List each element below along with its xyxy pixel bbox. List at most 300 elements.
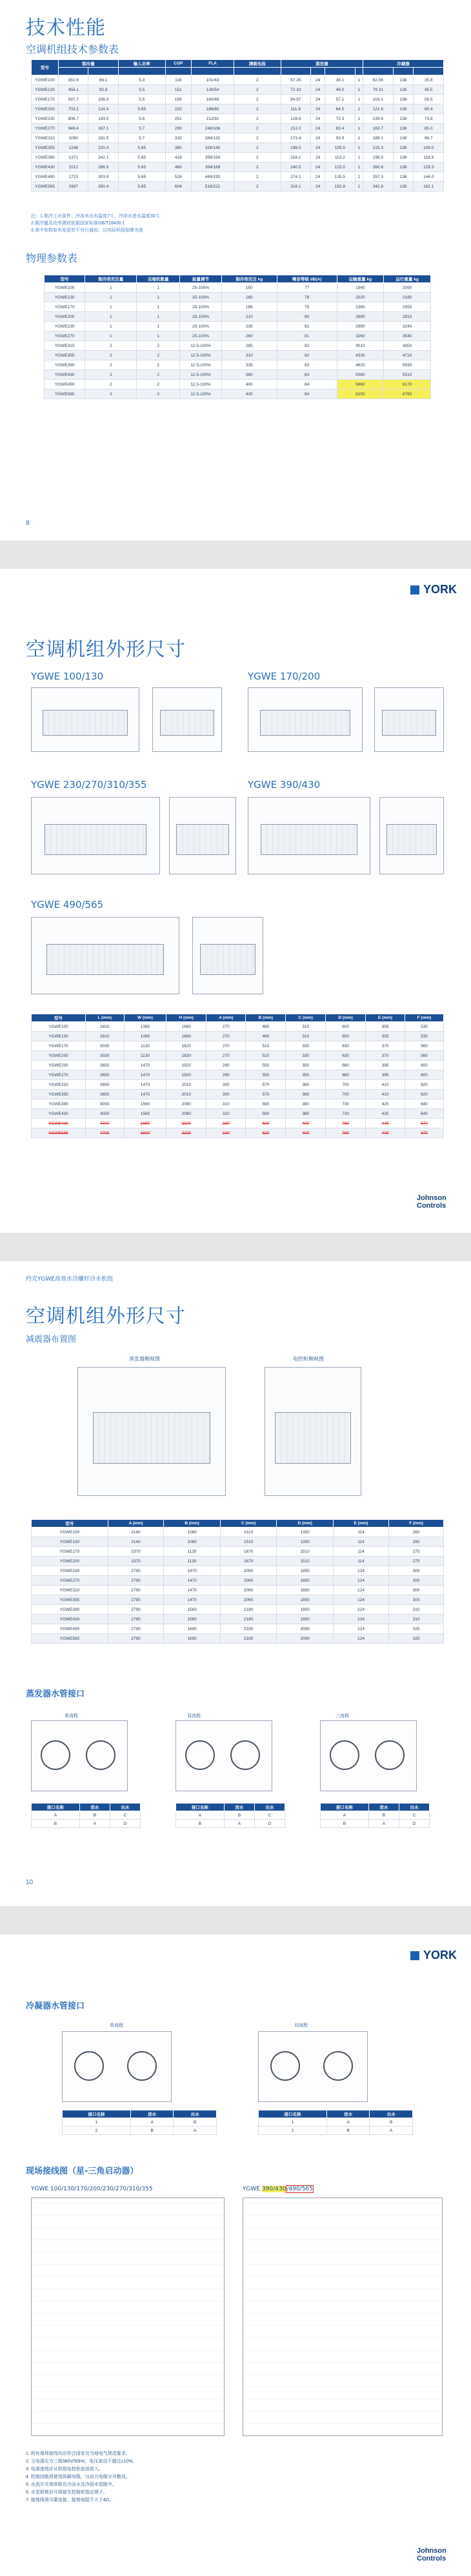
table-cell: 1850 — [277, 1595, 334, 1605]
table-cell: YGWE230 — [32, 114, 59, 124]
table-cell: 700 — [326, 1090, 366, 1099]
table-cell: 480 — [246, 1032, 286, 1041]
table-cell: 3540 — [384, 331, 431, 341]
table-cell: 185 — [221, 302, 277, 312]
table-cell: 1470 — [124, 1061, 166, 1070]
wiring-diagram — [31, 2197, 225, 2436]
table-row — [32, 1051, 444, 1061]
table-cell: 270 — [206, 1041, 246, 1051]
table-cell: 760 — [326, 1119, 366, 1128]
table-cell: 3650 — [85, 1061, 124, 1070]
table-cell: 310 — [206, 1099, 246, 1109]
table-cell: 1130 — [124, 1041, 166, 1051]
table-cell: 326/140 — [192, 143, 234, 153]
table-cell: 1 — [355, 162, 363, 172]
table-cell: 2 — [234, 85, 281, 95]
table-cell: 1 — [355, 133, 363, 143]
table-cell: 330 — [286, 1041, 326, 1051]
table-cell: YGWE270 — [32, 1576, 108, 1586]
table-cell: 2 — [137, 341, 180, 351]
table-cell: 24 — [311, 95, 325, 104]
york-logo: YORK — [410, 1949, 457, 1962]
table-cell: 2 — [85, 380, 137, 389]
unit-drawing — [31, 797, 160, 874]
table-cell: 114 — [333, 1557, 388, 1566]
table-cell: 1130 — [164, 1557, 221, 1566]
physical-table — [44, 275, 431, 399]
table-cell: 3240 — [384, 322, 431, 331]
table-cell: YGWE170 — [45, 302, 85, 312]
table-cell: 597.7 — [59, 95, 88, 104]
view-label: 蒸发器侧视图 — [129, 1356, 160, 1362]
table-cell: 118.9 — [414, 153, 444, 162]
model-label: YGWE 100/130 — [31, 671, 104, 682]
table-row — [32, 75, 444, 85]
table-cell: 113.2 — [325, 153, 355, 162]
table-cell: 590 — [246, 1099, 286, 1109]
table-row — [32, 1109, 444, 1119]
table-cell: 2080 — [166, 1099, 206, 1109]
table-cell: 332 — [165, 133, 192, 143]
table-cell: 24 — [311, 114, 325, 124]
table-cell: YGWE565 — [32, 1634, 108, 1644]
table-cell: YGWE355 — [32, 1595, 108, 1605]
table-cell: 1 — [137, 302, 180, 312]
table-cell: 400 — [286, 1128, 326, 1138]
table-cell: 191.5 — [88, 133, 118, 143]
model-label: YGWE 230/270/310/355 — [31, 779, 147, 791]
table-cell: 1850 — [277, 1576, 334, 1586]
table-cell: YGWE100 — [45, 283, 85, 293]
table-cell: 2810 — [85, 1022, 124, 1032]
table-cell: 285 — [221, 341, 277, 351]
table-cell: 355 — [366, 1032, 405, 1041]
table-cell: 1 — [355, 95, 363, 104]
table-cell: 2 — [85, 360, 137, 370]
table-cell: 1690 — [164, 1634, 221, 1644]
table-cell: 251 — [165, 114, 192, 124]
table-header-cell: F (mm) — [405, 1014, 443, 1022]
table-cell: 4050 — [85, 1109, 124, 1119]
table-cell: 1470 — [124, 1070, 166, 1080]
table-row — [32, 1547, 444, 1557]
table-cell: 1 — [137, 322, 180, 331]
table-cell: 1 — [355, 124, 363, 133]
table-cell: 2 — [85, 370, 137, 380]
table-cell: 24 — [311, 182, 325, 192]
table-cell: 1 — [85, 331, 137, 341]
table-row — [45, 351, 431, 360]
table-cell: 260 — [389, 1537, 444, 1547]
table-cell: 124 — [333, 1595, 388, 1605]
table-cell: YGWE200 — [45, 312, 85, 322]
table-row — [32, 1624, 444, 1634]
table-cell: 2 — [137, 389, 180, 399]
table-cell: 124 — [333, 1576, 388, 1586]
table-cell: 524 — [165, 172, 192, 182]
table-cell: 2 — [137, 351, 180, 360]
table-cell: YGWE490 — [32, 1119, 86, 1128]
table-cell: 1130 — [124, 1051, 166, 1061]
table-cell: 680 — [326, 1070, 366, 1080]
table-row — [45, 380, 431, 389]
pipe-label: 单流程 — [65, 1713, 78, 1718]
pipe-table: 接口名称 进水 出水 A B C B A D — [320, 1803, 430, 1828]
page-gap — [0, 1906, 471, 1934]
table-row — [32, 1041, 444, 1051]
table-cell: 2 — [137, 370, 180, 380]
table-cell: 5030 — [384, 360, 431, 370]
table-cell: 1 — [137, 331, 180, 341]
page-header: 约克YGWE高效水冷螺杆冷水机组 — [26, 1276, 114, 1283]
table-header-cell: 型号 — [45, 275, 85, 283]
table-cell: 111.8 — [281, 104, 310, 114]
table-cell: 2080 — [166, 1109, 206, 1119]
table-cell: 4330 — [337, 351, 384, 360]
table-cell: 5.65 — [118, 143, 165, 153]
table-row — [32, 153, 444, 162]
table-cell: 5.5 — [118, 95, 165, 104]
table-cell: 1 — [355, 143, 363, 153]
table-cell: 410 — [366, 1090, 405, 1099]
table-cell: 2 — [137, 380, 180, 389]
table-cell: 270 — [206, 1051, 246, 1061]
table-cell: YGWE130 — [32, 85, 59, 95]
tech-notes — [31, 213, 418, 234]
table-cell: 2790 — [108, 1576, 164, 1586]
unit-drawing — [169, 797, 236, 874]
table-cell: 1248 — [59, 143, 88, 153]
table-cell: 12.5-100% — [180, 360, 222, 370]
table-cell: 430 — [221, 389, 277, 399]
table-cell: 12.5-100% — [180, 380, 222, 389]
th-capacity: 制冷量 — [59, 60, 119, 68]
table-cell: 1690 — [124, 1119, 166, 1128]
table-cell: 12.5-100% — [180, 389, 222, 399]
pipe-table: 接口名称 进水 出水 A B C B A D — [31, 1803, 141, 1828]
table-cell: 135.5 — [325, 172, 355, 182]
table-cell: 2 — [234, 133, 281, 143]
table-cell: 212/91 — [192, 114, 234, 124]
table-cell: 45.5 — [414, 85, 444, 95]
table-cell: YGWE430 — [45, 370, 85, 380]
table-cell: 703.2 — [59, 104, 88, 114]
table-cell: 1470 — [164, 1586, 221, 1595]
table-cell: 2370 — [108, 1547, 164, 1557]
table-cell: 449/193 — [192, 172, 234, 182]
table-header-cell: W (mm) — [124, 1014, 166, 1022]
table-cell: YGWE310 — [32, 1586, 108, 1595]
table-cell: 325 — [389, 1634, 444, 1644]
table-cell: 1820 — [166, 1041, 206, 1051]
table-cell: 2090 — [277, 1634, 334, 1644]
table-cell: YGWE100 — [32, 1022, 86, 1032]
page-technical-performance — [0, 0, 471, 540]
york-logo: YORK — [410, 583, 457, 596]
table-header-cell: A (mm) — [206, 1014, 246, 1022]
table-cell: 1 — [355, 172, 363, 182]
table-cell: 84 — [277, 380, 337, 389]
table-header-cell: 噪音等级 dB(A) — [277, 275, 337, 283]
table-cell: 460 — [165, 162, 192, 172]
table-cell: 2 — [85, 341, 137, 351]
table-cell: 3260 — [337, 331, 384, 341]
page-condenser-wiring — [0, 1934, 471, 2576]
table-cell: 550 — [246, 1070, 286, 1080]
table-cell: 5660 — [337, 380, 384, 389]
table-cell: 1670 — [220, 1547, 277, 1557]
table-cell: 248/106 — [192, 124, 234, 133]
th-model: 型号 — [32, 60, 59, 75]
table-cell: 266.5 — [88, 162, 118, 172]
table-cell: 1 — [355, 114, 363, 124]
table-cell: 2790 — [108, 1595, 164, 1605]
table-cell: YGWE355 — [45, 351, 85, 360]
table-cell: 2140 — [108, 1537, 164, 1547]
table-cell: 2330 — [220, 1624, 277, 1634]
table-cell: 1950 — [277, 1605, 334, 1615]
table-cell: YGWE230 — [45, 322, 85, 331]
table-cell: 380 — [165, 143, 192, 153]
th-evaporator: 蒸发器 — [281, 60, 363, 68]
table-cell: YGWE200 — [32, 1557, 108, 1566]
table-cell: 105.5 — [325, 143, 355, 153]
table-cell: 1510 — [277, 1547, 334, 1557]
table-cell: YGWE130 — [32, 1537, 108, 1547]
table-cell: 57.1 — [325, 95, 355, 104]
table-cell: 215.3 — [363, 143, 393, 153]
table-header-cell: B (mm) — [164, 1520, 221, 1528]
table-cell: 1820 — [166, 1051, 206, 1061]
model-label: YGWE 170/200 — [248, 671, 321, 682]
table-cell: 1680 — [166, 1032, 206, 1041]
table-cell: 242.1 — [88, 153, 118, 162]
table-cell: 510 — [246, 1051, 286, 1061]
th-current: 满载电流 — [234, 60, 281, 68]
pipe-label: 单流程 — [110, 2023, 123, 2028]
table-cell: 2060 — [220, 1586, 277, 1595]
table-cell: 1850 — [277, 1586, 334, 1595]
table-row — [45, 341, 431, 351]
pipe-diagram — [62, 2031, 172, 2102]
table-cell: 1850 — [277, 1566, 334, 1576]
page-gap — [0, 540, 471, 569]
table-cell: 380 — [286, 1099, 326, 1109]
pipe-table: 接口名称 进水 出水 A B C B A D — [175, 1803, 285, 1828]
table-cell: 275 — [389, 1547, 444, 1557]
pipe-diagram — [31, 1720, 128, 1791]
table-cell: 370 — [366, 1041, 405, 1051]
table-cell: 1 — [355, 153, 363, 162]
table-cell: 220 — [165, 104, 192, 114]
table-cell: YGWE270 — [45, 331, 85, 341]
table-row — [45, 322, 431, 331]
table-cell: 5.7 — [118, 124, 165, 133]
table-cell: YGWE490 — [32, 1624, 108, 1634]
table-cell: 2330 — [220, 1634, 277, 1644]
table-header-cell: E (mm) — [333, 1520, 388, 1528]
table-header-cell: L (mm) — [85, 1014, 124, 1022]
table-cell: 2790 — [108, 1566, 164, 1576]
table-cell: 2 — [234, 95, 281, 104]
table-cell: 590 — [246, 1109, 286, 1119]
table-cell: 235 — [221, 322, 277, 331]
table-row — [32, 1557, 444, 1566]
table-cell: 2 — [234, 124, 281, 133]
table-header-cell: 能量调节 — [180, 275, 222, 283]
table-header-cell: C (mm) — [220, 1520, 277, 1528]
table-cell: 1080 — [124, 1032, 166, 1041]
table-cell: 4350 — [384, 341, 431, 351]
table-header-cell: 压缩机数量 — [137, 275, 180, 283]
table-cell: 1690 — [124, 1128, 166, 1138]
table-cell: 5.65 — [118, 104, 165, 114]
table-cell: 1470 — [124, 1090, 166, 1099]
table-cell: 24 — [311, 85, 325, 95]
table-cell: 82.8 — [88, 85, 118, 95]
table-cell: 121.6 — [363, 104, 393, 114]
section-title-isolator: 减震器布置图 — [26, 1335, 77, 1344]
table-cell: 173.4 — [281, 133, 310, 143]
table-cell: 604 — [165, 182, 192, 192]
page-title: 技术性能 — [26, 17, 106, 39]
table-cell: 2 — [137, 360, 180, 370]
johnson-controls-logo: Johnson Controls — [417, 1194, 446, 1210]
table-cell: 93.9 — [325, 133, 355, 143]
table-cell: 300 — [389, 1576, 444, 1586]
table-cell: 365 — [286, 1090, 326, 1099]
page-number: 10 — [26, 1879, 34, 1886]
table-cell: 124 — [333, 1566, 388, 1576]
table-cell: YGWE200 — [32, 104, 59, 114]
table-row — [32, 1537, 444, 1547]
pipe-table: 接口名称 进水 出水 1 A B 2 B A — [62, 2110, 217, 2135]
dimension-table-header — [32, 1014, 444, 1022]
table-cell: 355 — [366, 1022, 405, 1032]
page-title: 空调机组外形尺寸 — [26, 638, 186, 661]
table-cell: 2910 — [384, 312, 431, 322]
table-cell: 1 — [85, 283, 137, 293]
table-row — [45, 389, 431, 399]
unit-drawing — [31, 687, 139, 752]
table-cell: 2810 — [85, 1032, 124, 1041]
table-cell: 4620 — [337, 360, 384, 370]
table-row — [32, 1022, 444, 1032]
table-cell: 949.4 — [59, 124, 88, 133]
table-cell: 124 — [333, 1586, 388, 1595]
table-row — [45, 283, 431, 293]
table-cell: 108.3 — [88, 95, 118, 104]
table-cell: 38.1 — [325, 75, 355, 85]
table-row — [32, 1595, 444, 1605]
table-cell: 510 — [246, 1041, 286, 1051]
table-header-cell: 运输重量 kg — [337, 275, 384, 283]
page-dimensions — [0, 569, 471, 1233]
table-header-cell: 制冷剂充注 kg — [221, 275, 277, 283]
table-cell: 300 — [389, 1566, 444, 1576]
table-cell: 2790 — [108, 1605, 164, 1615]
table-cell: 1 — [85, 293, 137, 302]
table-cell: 395 — [366, 1061, 405, 1070]
table-cell: 124 — [333, 1615, 388, 1624]
table-cell: 1 — [355, 85, 363, 95]
table-cell: 620 — [405, 1080, 443, 1090]
section-title-evap-pipe: 蒸发器水管接口 — [26, 1689, 85, 1699]
table-cell: 2 — [234, 172, 281, 182]
table-cell: 1130 — [164, 1547, 221, 1557]
table-cell: 2790 — [108, 1624, 164, 1634]
table-cell: 1987 — [59, 182, 88, 192]
pipe-label: 双流程 — [294, 2023, 308, 2028]
table-cell: 600 — [326, 1032, 366, 1041]
table-header-cell: D (mm) — [326, 1014, 366, 1022]
table-cell: 138 — [393, 104, 414, 114]
table-header-cell: A (mm) — [108, 1520, 164, 1528]
table-cell: YGWE230 — [32, 1566, 108, 1576]
table-cell: 25-100% — [180, 322, 222, 331]
table-cell: 2 — [85, 389, 137, 399]
table-cell: 570 — [246, 1090, 286, 1099]
table-cell: 1470 — [164, 1595, 221, 1605]
table-cell: 24 — [311, 162, 325, 172]
table-cell: 570 — [246, 1080, 286, 1090]
table-cell: 630 — [326, 1051, 366, 1061]
table-row — [32, 1566, 444, 1576]
table-cell: 46.0 — [325, 85, 355, 95]
table-cell: 138 — [393, 162, 414, 172]
table-cell: 1470 — [164, 1566, 221, 1576]
page-gap — [0, 1233, 471, 1261]
table-cell: 1560 — [124, 1109, 166, 1119]
table-cell: 1510 — [220, 1537, 277, 1547]
wiring-label: YGWE 390/430/490/565 — [243, 2186, 313, 2192]
table-cell: 380 — [286, 1109, 326, 1119]
table-cell: 5510 — [384, 370, 431, 380]
table-cell: YGWE170 — [32, 95, 59, 104]
table-cell: 1 — [355, 104, 363, 114]
table-cell: 400 — [286, 1119, 326, 1128]
table-cell: 2 — [234, 114, 281, 124]
table-cell: YGWE430 — [32, 1109, 86, 1119]
table-cell: 220.4 — [88, 143, 118, 153]
table-cell: 1 — [355, 182, 363, 192]
table-row — [32, 1070, 444, 1080]
table-cell: 1940 — [337, 283, 384, 293]
table-cell: 124.4 — [88, 104, 118, 114]
table-header-cell: 运行重量 kg — [384, 275, 431, 283]
table-cell: 3030 — [85, 1041, 124, 1051]
table-row — [32, 85, 444, 95]
table-cell: 152.8 — [325, 182, 355, 192]
table-row — [45, 370, 431, 380]
table-cell: 2990 — [337, 322, 384, 331]
table-row — [32, 133, 444, 143]
table-cell: 12.5-100% — [180, 370, 222, 380]
table-cell: 163.7 — [363, 124, 393, 133]
table-cell: 274.1 — [281, 172, 310, 182]
table-cell: 1080 — [124, 1022, 166, 1032]
table-cell: 65.4 — [414, 104, 444, 114]
section-title-tech: 空调机组技术参数表 — [26, 43, 119, 55]
table-cell: 24 — [311, 133, 325, 143]
note-line: 3.表中参数如有变更恕不另行通知，以实际机组铭牌为准 — [31, 228, 143, 233]
table-cell: 4710 — [384, 351, 431, 360]
table-cell: 129.3 — [414, 162, 444, 172]
tech-table — [31, 59, 444, 192]
table-cell: 2140 — [108, 1528, 164, 1537]
table-cell: 1350 — [277, 1537, 334, 1547]
table-cell: 370 — [366, 1051, 405, 1061]
